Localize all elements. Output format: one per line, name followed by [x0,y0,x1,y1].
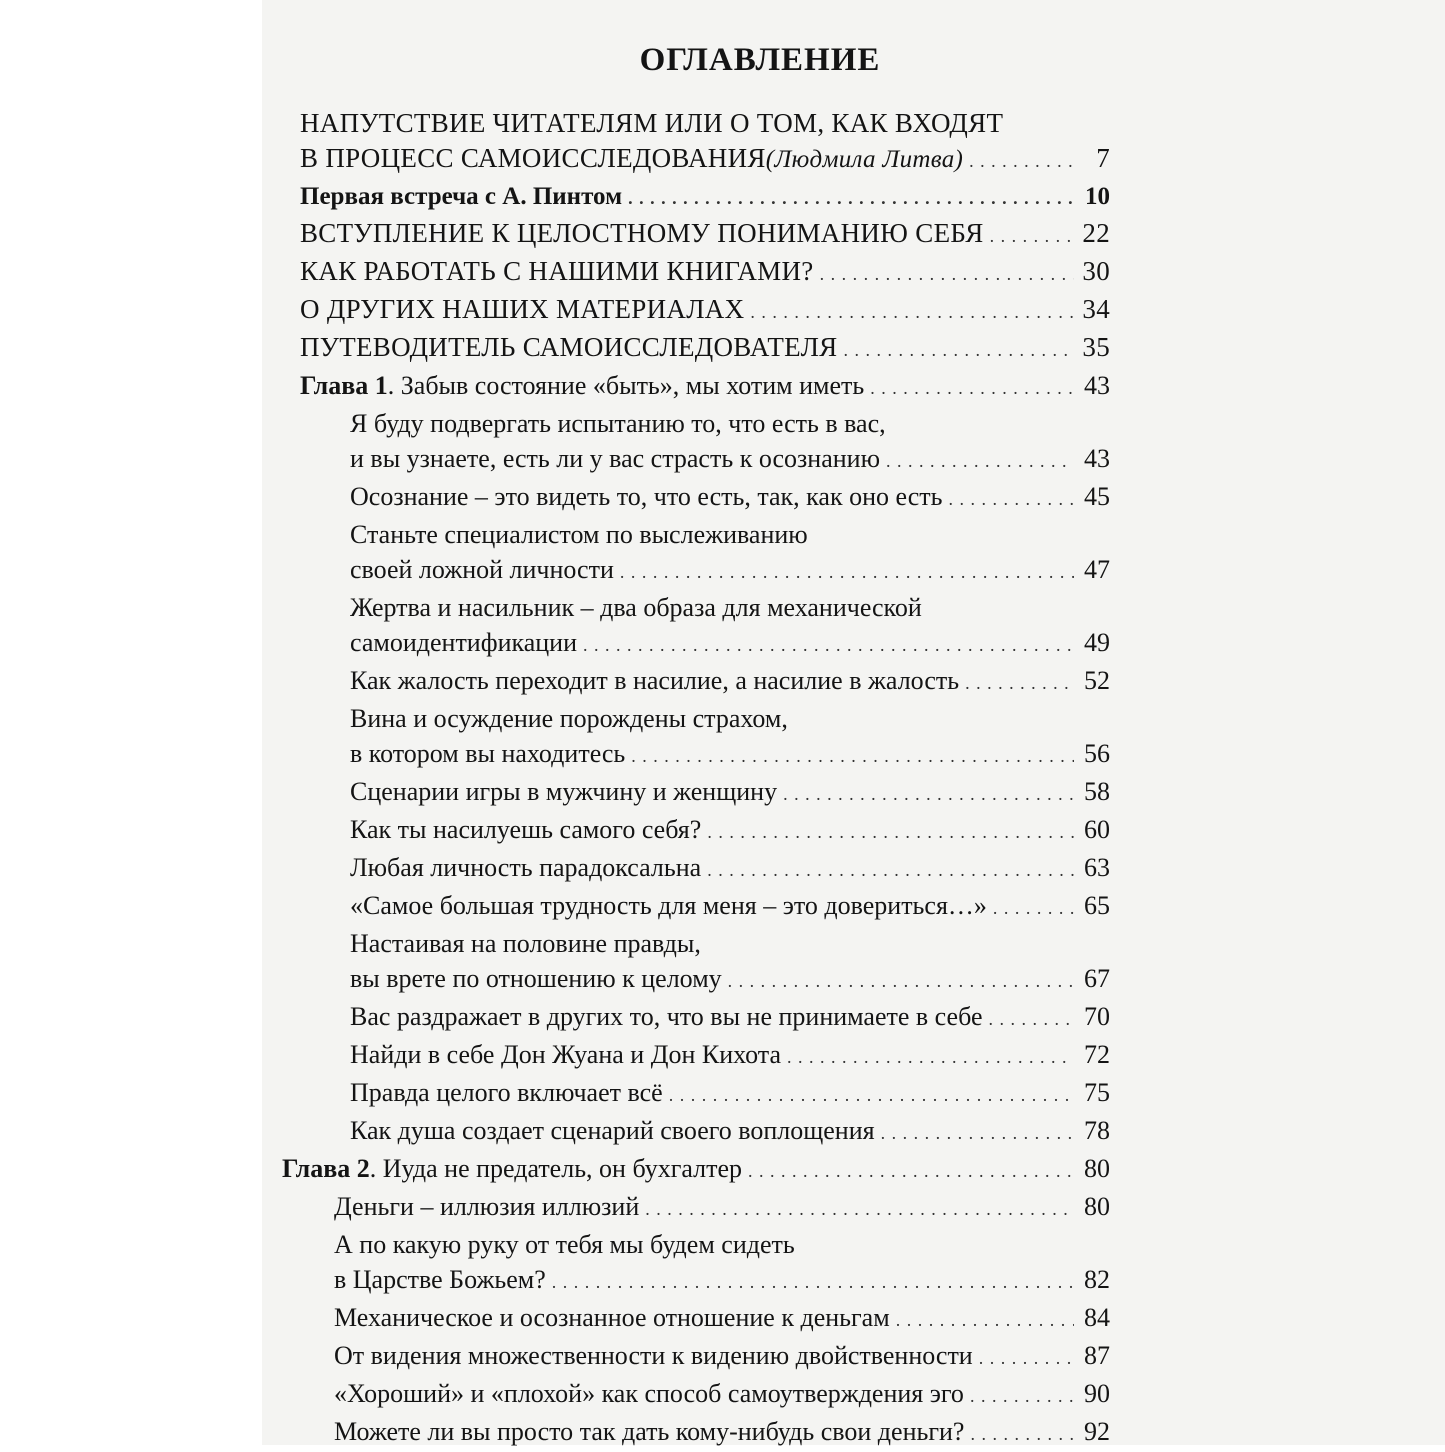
toc-entry-title: Вас раздражает в других то, что вы не принимаете в себе [350,1002,983,1031]
dot-leader [783,777,1074,812]
toc-entry-title: Как жалость переходит в насилие, а насилие в жалость [350,666,960,695]
dot-leader [628,180,1074,216]
page-number: 80 [1084,1154,1110,1183]
page-number: 80 [1084,1192,1110,1221]
dot-leader [750,295,1074,330]
toc-entry-title: «Хороший» и «плохой» как способ самоутверждения эго [334,1379,964,1408]
dot-leader [631,739,1074,774]
dot-leader [820,257,1074,292]
table-of-contents [282,38,1110,1452]
toc-entry-title: в котором вы находитесь [350,739,626,768]
toc-chapter-2 [282,1151,1110,1189]
page-number: 35 [1082,332,1110,362]
dot-leader [989,1002,1074,1037]
dot-leader [669,1078,1074,1113]
dot-leader [969,144,1074,179]
toc-entry [350,1075,1110,1113]
toc-entry [350,517,1110,590]
dot-leader [896,1303,1074,1338]
page-number: 82 [1084,1265,1110,1294]
page-number: 43 [1084,444,1110,473]
dot-leader [886,444,1074,479]
toc-entry-title: Правда целого включает всё [350,1078,663,1107]
toc-entry [350,926,1110,999]
page-number: 75 [1084,1078,1110,1107]
page-number: 60 [1084,815,1110,844]
toc-entry-line: Жертва и насильник – два образа для механической [350,593,922,622]
toc-entry [350,999,1110,1037]
toc-entry [334,1338,1110,1376]
page-number: 92 [1084,1417,1110,1446]
chapter-title: . Иуда не предатель, он бухгалтер [369,1154,743,1183]
dot-leader [990,219,1074,254]
toc-entry-title: «Самое большая трудность для меня – это довериться…» [350,891,987,920]
dot-leader [844,333,1075,368]
dot-leader [728,964,1074,999]
toc-entry-title: ПУТЕВОДИТЕЛЬ САМОИССЛЕДОВАТЕЛЯ [300,332,838,362]
toc-entry-title: Деньги – иллюзия иллюзий [334,1192,640,1221]
dot-leader [620,555,1074,590]
dot-leader [787,1040,1074,1075]
dot-leader [970,1379,1074,1414]
toc-entry-title: ВСТУПЛЕНИЕ К ЦЕЛОСТНОМУ ПОНИМАНИЮ СЕБЯ [300,218,984,248]
page-number: 84 [1084,1303,1110,1332]
toc-entry-title: и вы узнаете, есть ли у вас страсть к осознанию [350,444,880,473]
toc-entry-title: Механическое и осознанное отношение к деньгам [334,1303,890,1332]
page-number: 34 [1082,294,1110,324]
toc-entry [350,812,1110,850]
page-number: 65 [1084,891,1110,920]
toc-entry [334,1414,1110,1452]
dot-leader [993,891,1074,926]
page-number: 87 [1084,1341,1110,1370]
page-number: 70 [1084,1002,1110,1031]
toc-entry-title: Найди в себе Дон Жуана и Дон Кихота [350,1040,782,1069]
page-number: 7 [1096,143,1110,173]
toc-entry-title: Сценарии игры в мужчину и женщину [350,777,778,806]
dot-leader [552,1265,1074,1300]
dot-leader [748,1154,1074,1189]
toc-entry-title: Как душа создает сценарий своего воплощения [350,1116,875,1145]
toc-entry [350,701,1110,774]
dot-leader [979,1341,1074,1376]
dot-leader [707,815,1074,850]
toc-entry-line: Вина и осуждение порождены страхом, [350,704,788,733]
toc-entry-title: вы врете по отношению к целому [350,964,722,993]
toc-entry-title: Любая личность парадоксальна [350,853,702,882]
dot-leader [707,853,1074,888]
chapter-title: . Забыв состояние «быть», мы хотим иметь [387,371,865,400]
dot-leader [583,628,1074,663]
toc-entry-major [300,216,1110,254]
toc-entry-major [300,292,1110,330]
page-number: 30 [1082,256,1110,286]
toc-entry [350,663,1110,701]
page-number: 58 [1084,777,1110,806]
toc-entry-line: Станьте специалистом по выслеживанию [350,520,808,549]
page-number: 90 [1084,1379,1110,1408]
toc-entry [334,1376,1110,1414]
toc-entry [350,888,1110,926]
page-number: 45 [1084,482,1110,511]
toc-entry [350,850,1110,888]
toc-entry-intro [300,106,1110,179]
page-title: ОГЛАВЛЕНИЕ [639,42,881,78]
toc-entry-author: (Людмила Литва) [765,146,964,173]
dot-leader [645,1192,1074,1227]
page-number: 49 [1084,628,1110,657]
dot-leader [881,1116,1074,1151]
toc-chapter-1 [300,368,1110,406]
chapter-label: Глава 2 [282,1154,370,1183]
toc-entry-title: КАК РАБОТАТЬ С НАШИМИ КНИГАМИ? [300,256,814,286]
toc-entry [334,1300,1110,1338]
toc-entry-title: Как ты насилуешь самого себя? [350,815,702,844]
toc-entry-title: О ДРУГИХ НАШИХ МАТЕРИАЛАХ [300,294,745,324]
toc-entry-line: А по какую руку от тебя мы будем сидеть [334,1230,795,1259]
toc-entry [350,406,1110,479]
toc-entry [350,1113,1110,1151]
dot-leader [965,666,1074,701]
toc-entry-line: Я буду подвергать испытанию то, что есть в вас, [350,409,886,438]
toc-entry [334,1189,1110,1227]
page-number: 67 [1084,964,1110,993]
dot-leader [970,1417,1074,1452]
page-number: 10 [1085,183,1110,210]
toc-entry-line: Настаивая на половине правды, [350,929,701,958]
toc-entry-title: От видения множественности к видению двойственности [334,1341,973,1370]
chapter-label: Глава 1 [300,371,388,400]
toc-entry [334,1227,1110,1300]
toc-entry-title: в Царстве Божьем? [334,1265,546,1294]
page-number: 78 [1084,1116,1110,1145]
page-number: 43 [1084,371,1110,400]
toc-entry-title: своей ложной личности [350,555,614,584]
toc-entry-line: НАПУТСТВИЕ ЧИТАТЕЛЯМ ИЛИ О ТОМ, КАК ВХОДЯТ [300,108,1004,138]
toc-entry-title: Можете ли вы просто так дать кому-нибудь свои деньги? [334,1417,965,1446]
page-number: 63 [1084,853,1110,882]
page-number: 47 [1084,555,1110,584]
toc-entry [350,774,1110,812]
toc-entry-title: Осознание – это видеть то, что есть, так, как оно есть [350,482,943,511]
page-number: 56 [1084,739,1110,768]
toc-entry-major [300,330,1110,368]
page-number: 72 [1084,1040,1110,1069]
toc-entry [350,1037,1110,1075]
dot-leader [948,482,1074,517]
toc-entry-major [300,254,1110,292]
page-number: 52 [1084,666,1110,695]
toc-entry [350,590,1110,663]
toc-entry [350,479,1110,517]
toc-entry-title: самоидентификации [350,628,578,657]
page-number: 22 [1082,218,1110,248]
toc-entry-title: Первая встреча с А. Пинтом [300,183,623,210]
toc-entry-first-meeting [300,179,1110,216]
toc-entry-line: В ПРОЦЕСС САМОИССЛЕДОВАНИЯ [300,143,766,173]
dot-leader [870,371,1074,406]
